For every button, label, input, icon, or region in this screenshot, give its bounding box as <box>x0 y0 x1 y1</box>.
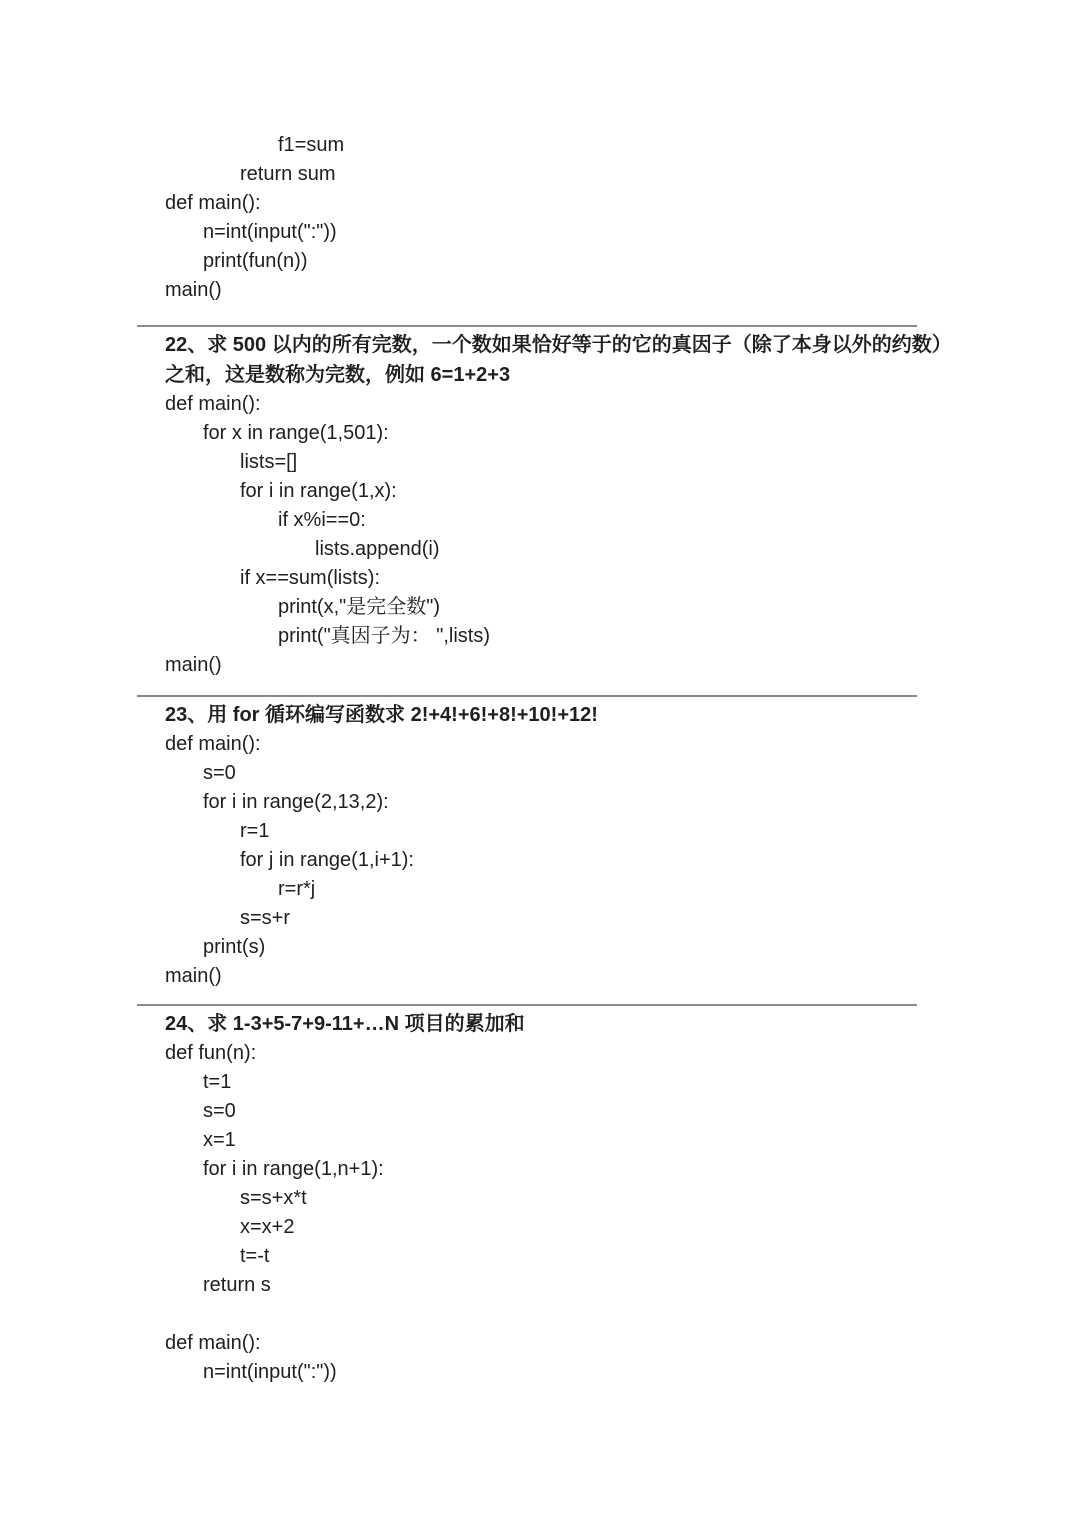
code-line: def main(): <box>165 393 261 415</box>
code-line: def fun(n): <box>165 1042 257 1064</box>
section-divider <box>137 695 917 697</box>
code-line: s=0 <box>203 1100 236 1122</box>
code-line: if x==sum(lists): <box>240 567 381 589</box>
code-line: main() <box>165 279 222 301</box>
code-line: for i in range(1,n+1): <box>203 1158 384 1180</box>
code-line: for j in range(1,i+1): <box>240 849 414 871</box>
code-line: main() <box>165 654 222 676</box>
section-22-title-line2: 之和，这是数称为完数，例如 6=1+2+3 <box>165 364 511 386</box>
code-line: lists.append(i) <box>315 538 440 560</box>
section-24-title: 24、求 1-3+5-7+9-11+…N 项目的累加和 <box>165 1013 525 1035</box>
code-line: def main(): <box>165 733 261 755</box>
code-line: print(x,"是完全数") <box>278 596 440 618</box>
code-line: r=1 <box>240 820 270 842</box>
section-22-title: 22、求 500 以内的所有完数，一个数如果恰好等于的它的真因子（除了本身以外的约数） <box>165 334 952 356</box>
code-line: return s <box>203 1274 271 1296</box>
code-line: x=x+2 <box>240 1216 295 1238</box>
code-line: n=int(input(":")) <box>203 221 337 243</box>
code-line: def main(): <box>165 1332 261 1354</box>
section-23-title: 23、用 for 循环编写函数求 2!+4!+6!+8!+10!+12! <box>165 704 598 726</box>
code-line: return sum <box>240 163 336 185</box>
code-line: print(s) <box>203 936 266 958</box>
code-line: s=s+r <box>240 907 291 929</box>
code-line: n=int(input(":")) <box>203 1361 337 1383</box>
section-divider <box>137 1004 917 1006</box>
section-divider <box>137 325 917 327</box>
code-line: f1=sum <box>278 134 345 156</box>
code-line: t=1 <box>203 1071 232 1093</box>
code-line: main() <box>165 965 222 987</box>
code-line: for x in range(1,501): <box>203 422 389 444</box>
blank-line <box>165 1300 1080 1329</box>
code-line: s=s+x*t <box>240 1187 307 1209</box>
code-line: def main(): <box>165 192 261 214</box>
code-line: print("真因子为： ",lists) <box>278 625 490 647</box>
code-line: s=0 <box>203 762 236 784</box>
code-line: for i in range(2,13,2): <box>203 791 389 813</box>
code-line: print(fun(n)) <box>203 250 308 272</box>
code-line: t=-t <box>240 1245 270 1267</box>
code-line: if x%i==0: <box>278 509 366 531</box>
code-line: r=r*j <box>278 878 316 900</box>
code-line: x=1 <box>203 1129 236 1151</box>
code-line: for i in range(1,x): <box>240 480 397 502</box>
code-line: lists=[] <box>240 451 298 473</box>
